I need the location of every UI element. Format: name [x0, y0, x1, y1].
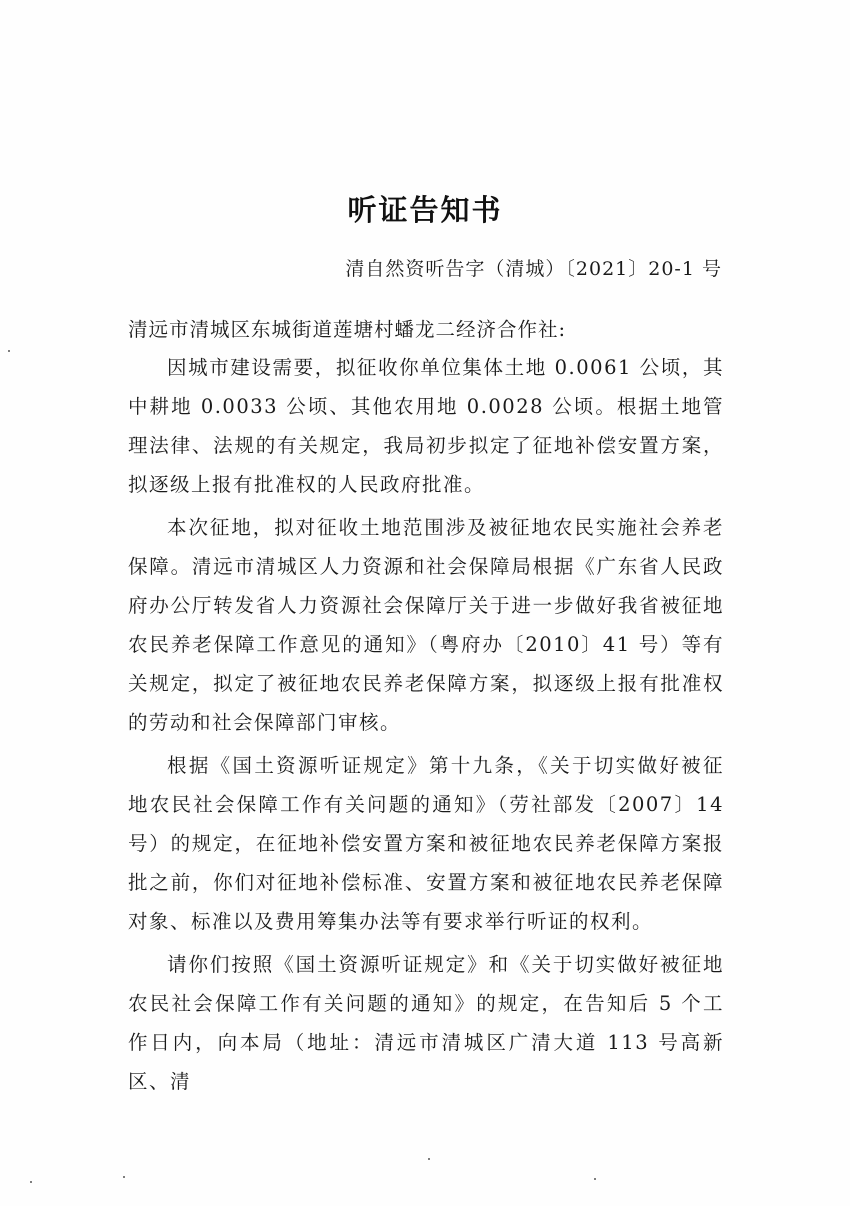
scan-speck [30, 1181, 32, 1183]
scan-speck [428, 1158, 430, 1160]
document-title: 听证告知书 [347, 193, 503, 227]
paragraph-pension-security: 本次征地，拟对征收土地范围涉及被征地农民实施社会养老保障。清远市清城区人力资源和社会保障局根据《广东省人民政府办公厅转发省人力资源社会保障厅关于进一步做好我省被征地农民养老保障工作意见的通知》（粤府办〔2010〕41 号）等有关规定，拟定了被征地农民养老保障方案，拟逐级上报有批准权的劳动和社会保障部门审核。 [128, 516, 724, 734]
document-body [128, 348, 724, 1105]
scan-speck [594, 1178, 596, 1180]
scan-speck [8, 350, 10, 352]
paragraph-hearing-request: 请你们按照《国土资源听证规定》和《关于切实做好被征地农民社会保障工作有关问题的通知》的规定，在告知后 5 个工作日内，向本局（地址：清远市清城区广清大道 113 号高新区、清 [128, 953, 724, 1093]
scan-speck [123, 1176, 125, 1178]
document-number: 清自然资听告字（清城）〔2021〕20-1 号 [345, 258, 722, 280]
paragraph-land-acquisition: 因城市建设需要，拟征收你单位集体土地 0.0061 公顷，其中耕地 0.0033 公顷、其他农用地 0.0028 公顷。根据土地管理法律、法规的有关规定，我局初步拟定了征地补偿安置方案，拟逐级上报有批准权的人民政府批准。 [128, 356, 724, 496]
paragraph-hearing-rights: 根据《国土资源听证规定》第十九条，《关于切实做好被征地农民社会保障工作有关问题的通知》（劳社部发〔2007〕14 号）的规定，在征地补偿安置方案和被征地农民养老保障方案报批之前，你们对征地补偿标准、安置方案和被征地农民养老保障对象、标准以及费用筹集办法等有要求举行听证的权利。 [128, 754, 724, 933]
addressee: 清远市清城区东城街道莲塘村蟠龙二经济合作社: [128, 318, 567, 341]
